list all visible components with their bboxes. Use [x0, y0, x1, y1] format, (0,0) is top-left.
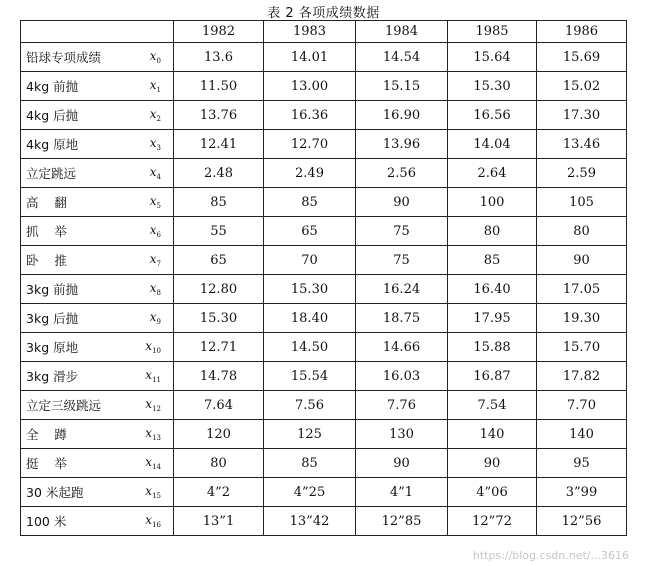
variable-symbol: [145, 397, 161, 413]
table-caption: 表 2 各项成绩数据: [267, 6, 380, 21]
year-header: 1982: [174, 21, 264, 43]
value-cell: 85: [264, 188, 356, 217]
item-name: 立定跳远: [26, 166, 77, 181]
table-row: [21, 420, 627, 449]
variable-symbol: [150, 165, 161, 181]
variable-subscript: 13: [152, 434, 161, 442]
value-cell: 4”2: [174, 478, 264, 507]
variable-symbol: [150, 194, 161, 210]
row-label-cell: [21, 304, 174, 333]
item-name: 3kg 滑步: [26, 369, 79, 384]
variable-symbol: [150, 136, 161, 152]
variable-subscript: 3: [156, 144, 161, 152]
variable-subscript: 2: [156, 115, 161, 123]
variable-subscript: 7: [156, 260, 161, 268]
value-cell: 90: [356, 188, 448, 217]
item-name: 全 蹲: [26, 427, 67, 442]
value-cell: 17.82: [537, 362, 627, 391]
value-cell: 130: [356, 420, 448, 449]
value-cell: 70: [264, 246, 356, 275]
table-row: [21, 275, 627, 304]
row-label-cell: [21, 391, 174, 420]
year-header: 1984: [356, 21, 448, 43]
variable-subscript: 16: [152, 521, 161, 529]
value-cell: 100: [448, 188, 537, 217]
value-cell: 13”1: [174, 507, 264, 536]
value-cell: 18.75: [356, 304, 448, 333]
item-name: 4kg 前抛: [26, 79, 79, 94]
table-row: [21, 449, 627, 478]
value-cell: 13.00: [264, 72, 356, 101]
variable-letter: x: [145, 484, 153, 498]
table-row: [21, 43, 627, 72]
value-cell: 13.76: [174, 101, 264, 130]
row-label-cell: [21, 478, 174, 507]
value-cell: 13.6: [174, 43, 264, 72]
variable-subscript: 14: [152, 463, 161, 471]
variable-letter: x: [149, 281, 157, 295]
variable-symbol: [145, 339, 161, 355]
row-label-cell: [21, 217, 174, 246]
value-cell: 95: [537, 449, 627, 478]
variable-subscript: 11: [152, 376, 161, 384]
value-cell: 15.69: [537, 43, 627, 72]
item-name: 抓 举: [26, 224, 67, 239]
value-cell: 14.50: [264, 333, 356, 362]
table-row: [21, 304, 627, 333]
row-label-cell: [21, 188, 174, 217]
value-cell: 13.46: [537, 130, 627, 159]
value-cell: 80: [448, 217, 537, 246]
value-cell: 7.56: [264, 391, 356, 420]
variable-subscript: 4: [156, 173, 161, 181]
variable-subscript: 9: [156, 318, 161, 326]
value-cell: 14.04: [448, 130, 537, 159]
value-cell: 15.30: [264, 275, 356, 304]
value-cell: 14.78: [174, 362, 264, 391]
table-row: [21, 101, 627, 130]
variable-letter: x: [149, 107, 157, 121]
variable-letter: x: [145, 397, 153, 411]
value-cell: 17.95: [448, 304, 537, 333]
variable-symbol: [145, 426, 161, 442]
variable-symbol: [150, 310, 161, 326]
value-cell: 65: [174, 246, 264, 275]
value-cell: 12”56: [537, 507, 627, 536]
value-cell: 75: [356, 217, 448, 246]
value-cell: 7.76: [356, 391, 448, 420]
variable-symbol: [145, 484, 161, 500]
table-row: [21, 391, 627, 420]
table-row: [21, 217, 627, 246]
value-cell: 90: [537, 246, 627, 275]
table-row: [21, 246, 627, 275]
value-cell: 15.30: [174, 304, 264, 333]
value-cell: 15.15: [356, 72, 448, 101]
value-cell: 19.30: [537, 304, 627, 333]
value-cell: 4”06: [448, 478, 537, 507]
table-row: [21, 159, 627, 188]
variable-letter: x: [149, 136, 157, 150]
item-name: 3kg 前抛: [26, 282, 79, 297]
value-cell: 85: [174, 188, 264, 217]
table-row: [21, 72, 627, 101]
table-row: [21, 362, 627, 391]
variable-symbol: [150, 252, 161, 268]
value-cell: 11.50: [174, 72, 264, 101]
row-label-cell: [21, 420, 174, 449]
value-cell: 15.88: [448, 333, 537, 362]
row-label-cell: [21, 43, 174, 72]
variable-letter: x: [145, 426, 153, 440]
value-cell: 15.02: [537, 72, 627, 101]
variable-letter: x: [145, 339, 153, 353]
value-cell: 13”42: [264, 507, 356, 536]
value-cell: 2.56: [356, 159, 448, 188]
header-row: [21, 21, 627, 43]
variable-letter: x: [149, 223, 157, 237]
value-cell: 18.40: [264, 304, 356, 333]
value-cell: 125: [264, 420, 356, 449]
variable-subscript: 1: [156, 86, 161, 94]
value-cell: 2.48: [174, 159, 264, 188]
header-corner: [21, 21, 174, 43]
value-cell: 7.64: [174, 391, 264, 420]
value-cell: 13.96: [356, 130, 448, 159]
value-cell: 14.54: [356, 43, 448, 72]
value-cell: 65: [264, 217, 356, 246]
item-name: 3kg 原地: [26, 340, 79, 355]
value-cell: 16.36: [264, 101, 356, 130]
value-cell: 16.56: [448, 101, 537, 130]
table-row: [21, 130, 627, 159]
variable-subscript: 12: [152, 405, 161, 413]
variable-letter: x: [145, 455, 153, 469]
value-cell: 7.70: [537, 391, 627, 420]
table-row: [21, 188, 627, 217]
variable-letter: x: [149, 310, 157, 324]
value-cell: 16.40: [448, 275, 537, 304]
variable-symbol: [145, 513, 161, 529]
variable-subscript: 5: [156, 202, 161, 210]
value-cell: 105: [537, 188, 627, 217]
row-label-cell: [21, 449, 174, 478]
variable-symbol: [150, 49, 161, 65]
value-cell: 12”85: [356, 507, 448, 536]
value-cell: 16.90: [356, 101, 448, 130]
row-label-cell: [21, 333, 174, 362]
variable-letter: x: [149, 194, 157, 208]
value-cell: 16.24: [356, 275, 448, 304]
item-name: 30 米起跑: [26, 485, 84, 500]
value-cell: 85: [448, 246, 537, 275]
value-cell: 12.70: [264, 130, 356, 159]
item-name: 铅球专项成绩: [26, 50, 102, 65]
row-label-cell: [21, 72, 174, 101]
value-cell: 80: [174, 449, 264, 478]
row-label-cell: [21, 101, 174, 130]
value-cell: 140: [448, 420, 537, 449]
variable-symbol: [150, 78, 161, 94]
watermark: https://blog.csdn.net/...3616: [472, 549, 629, 562]
item-name: 高 翻: [26, 195, 67, 210]
value-cell: 2.59: [537, 159, 627, 188]
item-name: 立定三级跳远: [26, 398, 102, 413]
item-name: 卧 推: [26, 253, 67, 268]
value-cell: 2.49: [264, 159, 356, 188]
row-label-cell: [21, 246, 174, 275]
value-cell: 140: [537, 420, 627, 449]
value-cell: 15.54: [264, 362, 356, 391]
value-cell: 12.71: [174, 333, 264, 362]
value-cell: 90: [356, 449, 448, 478]
variable-letter: x: [149, 165, 157, 179]
variable-symbol: [145, 455, 161, 471]
row-label-cell: [21, 507, 174, 536]
variable-symbol: [145, 368, 161, 384]
value-cell: 80: [537, 217, 627, 246]
row-label-cell: [21, 275, 174, 304]
item-name: 100 米: [26, 514, 67, 529]
variable-symbol: [150, 107, 161, 123]
value-cell: 4”1: [356, 478, 448, 507]
variable-subscript: 0: [156, 57, 161, 65]
value-cell: 16.03: [356, 362, 448, 391]
value-cell: 17.30: [537, 101, 627, 130]
value-cell: 120: [174, 420, 264, 449]
value-cell: 12”72: [448, 507, 537, 536]
value-cell: 15.64: [448, 43, 537, 72]
item-name: 4kg 原地: [26, 137, 79, 152]
value-cell: 15.70: [537, 333, 627, 362]
value-cell: 3”99: [537, 478, 627, 507]
value-cell: 14.01: [264, 43, 356, 72]
item-name: 3kg 后抛: [26, 311, 79, 326]
value-cell: 75: [356, 246, 448, 275]
item-name: 4kg 后抛: [26, 108, 79, 123]
variable-letter: x: [149, 49, 157, 63]
year-header: 1985: [448, 21, 537, 43]
value-cell: 16.87: [448, 362, 537, 391]
value-cell: 12.41: [174, 130, 264, 159]
value-cell: 7.54: [448, 391, 537, 420]
variable-letter: x: [149, 252, 157, 266]
variable-symbol: [150, 223, 161, 239]
value-cell: 17.05: [537, 275, 627, 304]
performance-data-table: [20, 20, 627, 536]
row-label-cell: [21, 362, 174, 391]
year-header: 1983: [264, 21, 356, 43]
value-cell: 85: [264, 449, 356, 478]
variable-letter: x: [145, 368, 153, 382]
value-cell: 2.64: [448, 159, 537, 188]
variable-subscript: 8: [156, 289, 161, 297]
variable-letter: x: [145, 513, 153, 527]
table-row: [21, 478, 627, 507]
item-name: 挺 举: [26, 456, 67, 471]
value-cell: 90: [448, 449, 537, 478]
variable-letter: x: [149, 78, 157, 92]
value-cell: 55: [174, 217, 264, 246]
table-row: [21, 507, 627, 536]
variable-subscript: 6: [156, 231, 161, 239]
variable-symbol: [150, 281, 161, 297]
year-header: 1986: [537, 21, 627, 43]
variable-subscript: 10: [152, 347, 161, 355]
row-label-cell: [21, 159, 174, 188]
value-cell: 4”25: [264, 478, 356, 507]
value-cell: 14.66: [356, 333, 448, 362]
variable-subscript: 15: [152, 492, 161, 500]
value-cell: 15.30: [448, 72, 537, 101]
value-cell: 12.80: [174, 275, 264, 304]
table-row: [21, 333, 627, 362]
row-label-cell: [21, 130, 174, 159]
